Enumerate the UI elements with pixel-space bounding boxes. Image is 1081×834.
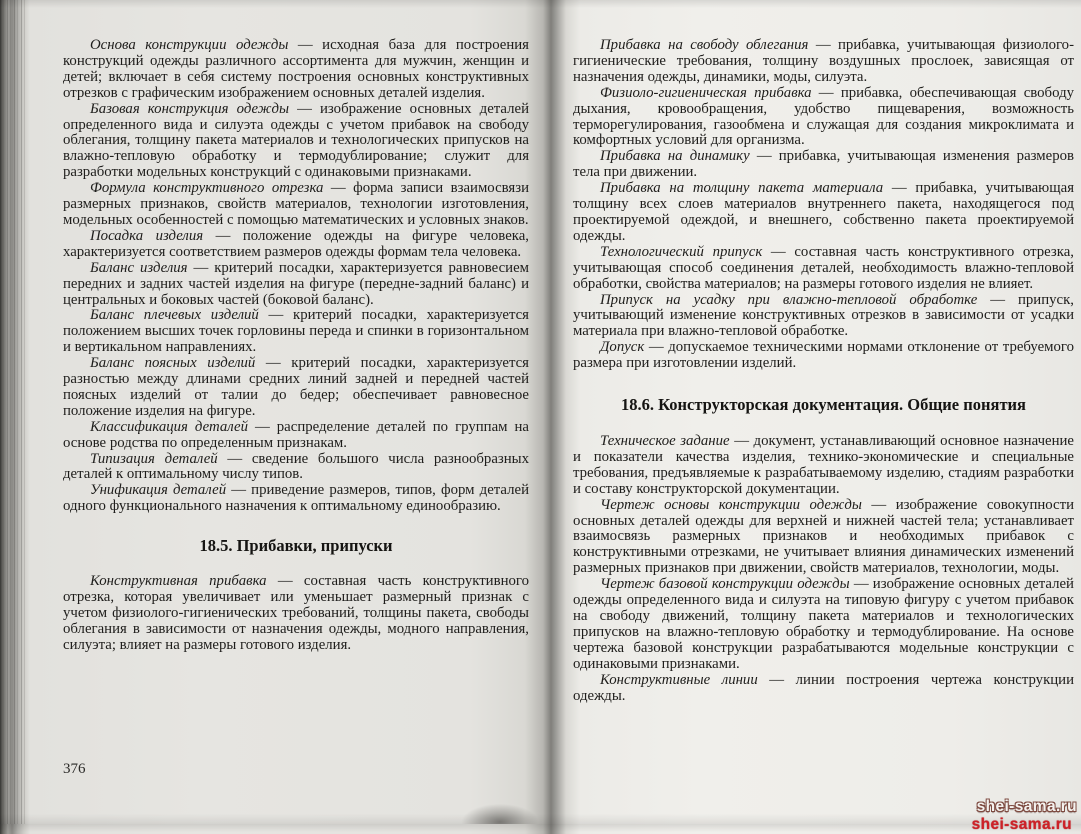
definition-term: Чертеж основы конструкции одежды — [600, 496, 872, 513]
definition-paragraph: Чертеж основы конструкции одежды — изображение совокупности основных деталей одежды для верхней и нижней частей тела; устанавливает взаимосвязь размерных признаков и необходимых прибавок с конструктивными отрезками, не учитывает влияния динамических изменений размерных признаков при движении, свойств материалов, технологии, моды. — [573, 496, 1075, 577]
definition-term: Основа конструкции одежды — [90, 37, 298, 53]
definition-term: Базовая конструкция одежды — [90, 100, 298, 117]
definition-paragraph: Прибавка на свободу облегания — прибавка, учитывающая физиолого-гигиенические требования, толщину воздушных прослоек, зависящая от назначения одежды, динамики, моды, силуэта. — [573, 37, 1074, 85]
definition-term: Прибавка на динамику — [600, 148, 757, 165]
definition-paragraph: Технологический припуск — составная часть конструктивного отрезка, учитывающая способ соединения деталей, необходимость влажно-тепловой обработки, свойства материалов; на размеры готового изделия не влияет. — [573, 243, 1074, 292]
definition-paragraph: Баланс плечевых изделий — критерий посадки, характеризуется положением высших точек горловины переда и спинки в горизонтальном и вертикальном направлениях. — [63, 307, 529, 356]
definition-paragraph: Базовая конструкция одежды — изображение основных деталей определенного вида и силуэта одежды с учетом прибавок на свободу облегания, толщину пакета материалов и технологических припусков на влажно-тепловую обработку и термодублирование; служит для разработки модельных конструкций с одинаковыми признаками. — [63, 100, 529, 181]
section-heading: 18.5. Прибавки, припуски — [199, 536, 393, 556]
right-page-content — [573, 38, 1074, 704]
definition-term: Техническое задание — [600, 433, 735, 450]
definition-paragraph: Баланс изделия — критерий посадки, характеризуется равновесием передних и задних частей изделия на фигуре (передне-задний баланс) и центральных и боковых частей (боковой баланс). — [63, 259, 529, 308]
watermark-red-text: shei-sama.ru — [971, 816, 1072, 833]
definition-term: Унификация деталей — [90, 482, 232, 499]
definition-term: Допуск — [600, 339, 649, 356]
definition-paragraph: Посадка изделия — положение одежды на фигуре человека, характеризуется соответствием размеров одежды формам тела человека. — [63, 227, 529, 260]
definition-term: Классификация деталей — [90, 418, 255, 435]
watermark-outline-text: shei-sama.ru — [976, 798, 1077, 815]
definition-paragraph: Допуск — допускаемое техническими нормами отклонение от требуемого размера при изготовлении изделий. — [573, 339, 1075, 372]
definition-paragraph: Прибавка на динамику — прибавка, учитывающая изменения размеров тела при движении. — [573, 148, 1074, 181]
definition-term: Баланс плечевых изделий — [90, 307, 269, 324]
definition-paragraph: Чертеж базовой конструкции одежды — изображение основных деталей одежды определенного вида и силуэта на типовую фигуру с учетом прибавок на свободу движений, толщину пакета материалов и технологических припусков на влажно-тепловую обработку и термодублирование. На основе чертежа базовой конструкции разрабатываются модельные конструкции с одинаковыми признаками. — [573, 576, 1074, 672]
definition-term: Чертеж базовой конструкции одежды — [600, 576, 854, 593]
definition-paragraph: Конструктивная прибавка — составная часть конструктивного отрезка, которая увеличивает или уменьшает размерный признак с учетом физиолого-гигиенических требований, толщины пакета, свободы облегания в зависимости от назначения одежды, модного направления, силуэта; влияет на размеры готового изделия. — [63, 573, 530, 653]
book-page-edges — [0, 0, 28, 824]
definition-paragraph: Конструктивные линии — линии построения чертежа конструкции одежды. — [573, 671, 1075, 704]
definition-paragraph: Техническое задание — документ, устанавливающий основное назначение и показатели качества изделия, технико-экономические и специальные требования, предъявляемые к разрабатываемому изделию, стадиям разработки и составу конструкторской документации. — [573, 433, 1074, 497]
definition-paragraph: Основа конструкции одежды — исходная база для построения конструкций одежды различного ассортимента для мужчин, женщин и детей; включает в себя систему построения основных конструктивных отрезков с графическим изображением основных деталей изделия. — [63, 37, 529, 101]
definition-paragraph: Типизация деталей — сведение большого числа разнообразных деталей к оптимальному числу типов. — [63, 450, 529, 483]
definition-term: Припуск на усадку при влажно-тепловой обработке — [600, 291, 991, 308]
definition-term: Технологический припуск — [600, 243, 771, 260]
definition-term: Конструктивные линии — [600, 671, 770, 688]
definition-paragraph: Баланс поясных изделий — критерий посадки, характеризуется разностью между длинами средних линий задней и передней частей поясных изделий от талии до бедер; обеспечивает равновесное положение изделия на фигуре. — [63, 355, 529, 419]
definition-paragraph: Припуск на усадку при влажно-тепловой обработке — припуск, учитывающий изменение конструктивных отрезков в зависимости от усадки материала при влажно-тепловой обработке. — [573, 291, 1074, 340]
definition-term: Физиоло-гигиеническая прибавка — [600, 84, 819, 101]
definition-term: Баланс поясных изделий — [90, 355, 266, 372]
definition-paragraph: Унификация деталей — приведение размеров, типов, форм деталей одного функционального назначения к оптимальному единообразию. — [63, 482, 529, 515]
definition-term: Прибавка на толщину пакета материала — [600, 180, 892, 197]
left-page-content — [63, 38, 529, 654]
definition-paragraph: Классификация деталей — распределение деталей по группам на основе родства по определенным признакам. — [63, 418, 529, 451]
definition-paragraph: Формула конструктивного отрезка — форма записи взаимосвязи размерных признаков, свойств материалов, технологии изготовления, модельных особенностей с помощью математических и условных знаков. — [63, 180, 529, 228]
section-heading: 18.6. Конструкторская документация. Общие понятия — [621, 395, 1026, 415]
definition-term: Прибавка на свободу облегания — [600, 37, 816, 53]
definition-term: Типизация деталей — [90, 450, 228, 467]
definition-term: Посадка изделия — [90, 227, 216, 244]
definition-term: Формула конструктивного отрезка — [90, 180, 331, 197]
definition-paragraph: Прибавка на толщину пакета материала — прибавка, учитывающая толщину всех слоев материалов внутреннего пакета, находящегося под проектируемой одеждой, и внешнего, собственно пакета проектируемой одежды. — [573, 180, 1075, 244]
definition-paragraph: Физиоло-гигиеническая прибавка — прибавка, обеспечивающая свободу дыхания, кровообращения, удобство пищеварения, возможность терморегулирования, газообмена и служащая для создания микроклимата и комфортных условий для организма. — [573, 84, 1074, 149]
definition-term: Баланс изделия — [90, 259, 194, 276]
definition-term: Конструктивная прибавка — [90, 573, 278, 590]
page-number: 376 — [63, 761, 86, 777]
